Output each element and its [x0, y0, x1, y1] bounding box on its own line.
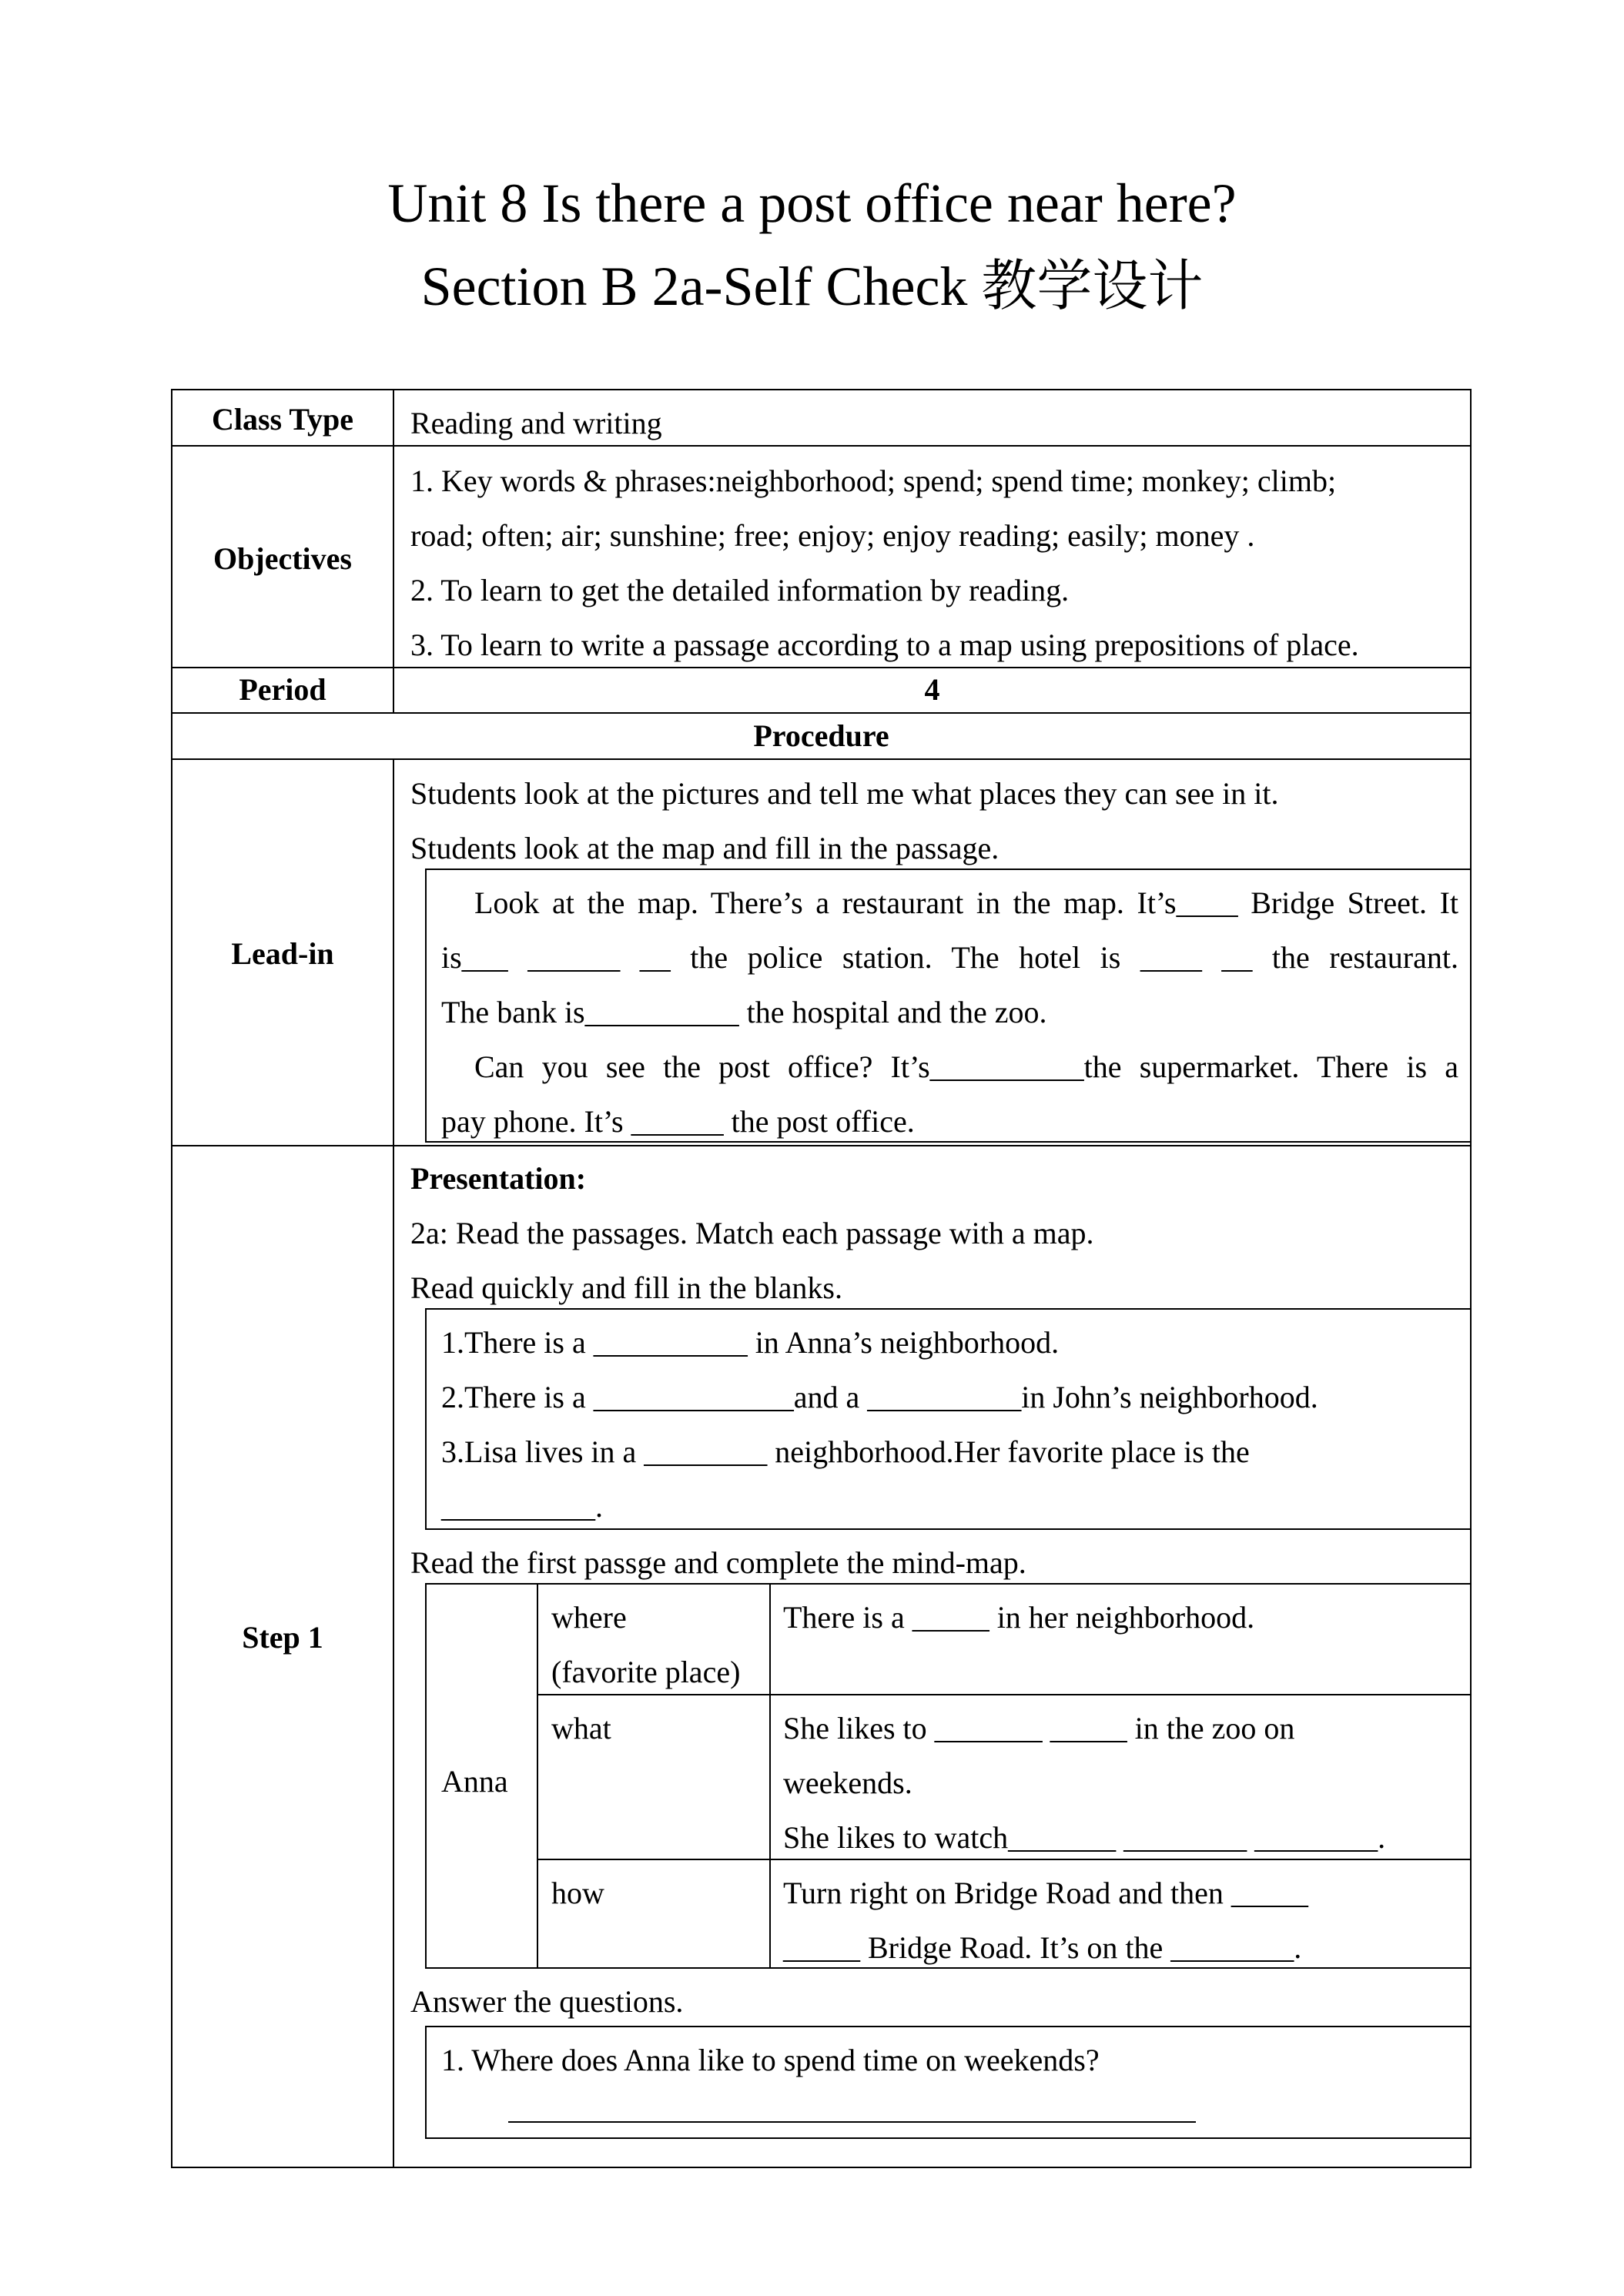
page-subtitle: Section B 2a-Self Check 教学设计: [420, 256, 1204, 317]
period-label: Period: [239, 672, 326, 707]
mindmap-content: Turn right on Bridge Road and then _____: [783, 1876, 1308, 1910]
table-border-left: [171, 389, 172, 2168]
row-divider: [171, 667, 1472, 668]
mindmap-key: where: [551, 1600, 627, 1635]
row-divider: [171, 445, 1472, 447]
answer-line: [508, 2121, 1196, 2123]
table-border-right: [1470, 389, 1472, 2168]
mindmap-content: She likes to watch_______ ________ ________.: [783, 1820, 1386, 1855]
passage-box-left: [425, 869, 427, 1143]
class-type-label: Class Type: [211, 402, 354, 437]
passage-line: pay phone. It’s ______ the post office.: [441, 1104, 915, 1139]
mindmap-instruction: Read the first passge and complete the mind-map.: [410, 1545, 1026, 1580]
passage-line: The bank is__________ the hospital and the zoo.: [441, 995, 1047, 1029]
lead-in-intro: Students look at the pictures and tell me what places they can see in it.: [410, 776, 1279, 811]
question-box-left: [425, 2026, 427, 2139]
table-border-bottom: [171, 2167, 1472, 2168]
mindmap-row-divider: [537, 1859, 1470, 1860]
passage-line: Look at the map. There’s a restaurant in the map. It’s____ Bridge Street. It: [474, 885, 1458, 920]
row-divider: [171, 712, 1472, 714]
mindmap-content: weekends.: [783, 1766, 912, 1800]
mindmap-column-divider: [537, 1583, 538, 1969]
row-divider: [171, 758, 1472, 760]
objective-line: road; often; air; sunshine; free; enjoy; enjoy reading; easily; money .: [410, 518, 1255, 553]
passage-box-top: [425, 869, 1470, 870]
fill-box-top: [425, 1308, 1470, 1310]
objective-line: 2. To learn to get the detailed information by reading.: [410, 573, 1070, 607]
passage-line: Can you see the post office? It’s__________the supermarket. There is a: [474, 1049, 1458, 1084]
mindmap-key: how: [551, 1876, 604, 1910]
mindmap-key: what: [551, 1711, 611, 1745]
mindmap-row-divider: [537, 1694, 1470, 1695]
fill-box-left: [425, 1308, 427, 1530]
objective-line: 1. Key words & phrases:neighborhood; spend; spend time; monkey; climb;: [410, 464, 1337, 498]
question-box-top: [425, 2026, 1470, 2027]
class-type-value: Reading and writing: [410, 406, 662, 440]
procedure-heading: Procedure: [753, 718, 889, 753]
fill-line: 1.There is a __________ in Anna’s neighborhood.: [441, 1325, 1060, 1360]
fill-line: __________.: [441, 1489, 603, 1524]
column-divider: [393, 758, 394, 2168]
lead-in-intro: Students look at the map and fill in the passage.: [410, 831, 1000, 865]
lead-in-label: Lead-in: [231, 936, 334, 971]
read-quickly-instruction: Read quickly and fill in the blanks.: [410, 1270, 842, 1305]
objective-line: 3. To learn to write a passage according to a map using prepositions of place.: [410, 628, 1359, 662]
objectives-label: Objectives: [213, 541, 352, 576]
mindmap-name: Anna: [441, 1764, 508, 1799]
fill-box-bottom: [425, 1528, 1470, 1530]
answer-instruction: Answer the questions.: [410, 1984, 684, 2019]
page-title: Unit 8 Is there a post office near here?: [387, 172, 1237, 234]
task-2a: 2a: Read the passages. Match each passage with a map.: [410, 1216, 1094, 1250]
presentation-heading: Presentation:: [410, 1161, 587, 1196]
question-1: 1. Where does Anna like to spend time on weekends?: [441, 2043, 1100, 2077]
mindmap-key: (favorite place): [551, 1655, 741, 1689]
row-divider: [171, 1145, 1472, 1146]
mindmap-content: There is a _____ in her neighborhood.: [783, 1600, 1255, 1635]
column-divider: [393, 389, 394, 714]
mindmap-border-left: [425, 1583, 427, 1969]
mindmap-border-top: [425, 1583, 1470, 1585]
mindmap-content: _____ Bridge Road. It’s on the ________.: [783, 1930, 1302, 1965]
mindmap-content: She likes to _______ _____ in the zoo on: [783, 1711, 1295, 1745]
fill-line: 3.Lisa lives in a ________ neighborhood.Her favorite place is the: [441, 1434, 1250, 1469]
step1-label: Step 1: [242, 1620, 323, 1655]
period-value: 4: [924, 672, 940, 707]
passage-line: is___ ______ __ the police station. The hotel is ____ __ the restaurant.: [441, 940, 1458, 975]
question-box-bottom: [425, 2137, 1470, 2139]
mindmap-column-divider: [769, 1583, 771, 1969]
table-border-top: [171, 389, 1472, 390]
fill-line: 2.There is a _____________and a __________in John’s neighborhood.: [441, 1380, 1318, 1414]
